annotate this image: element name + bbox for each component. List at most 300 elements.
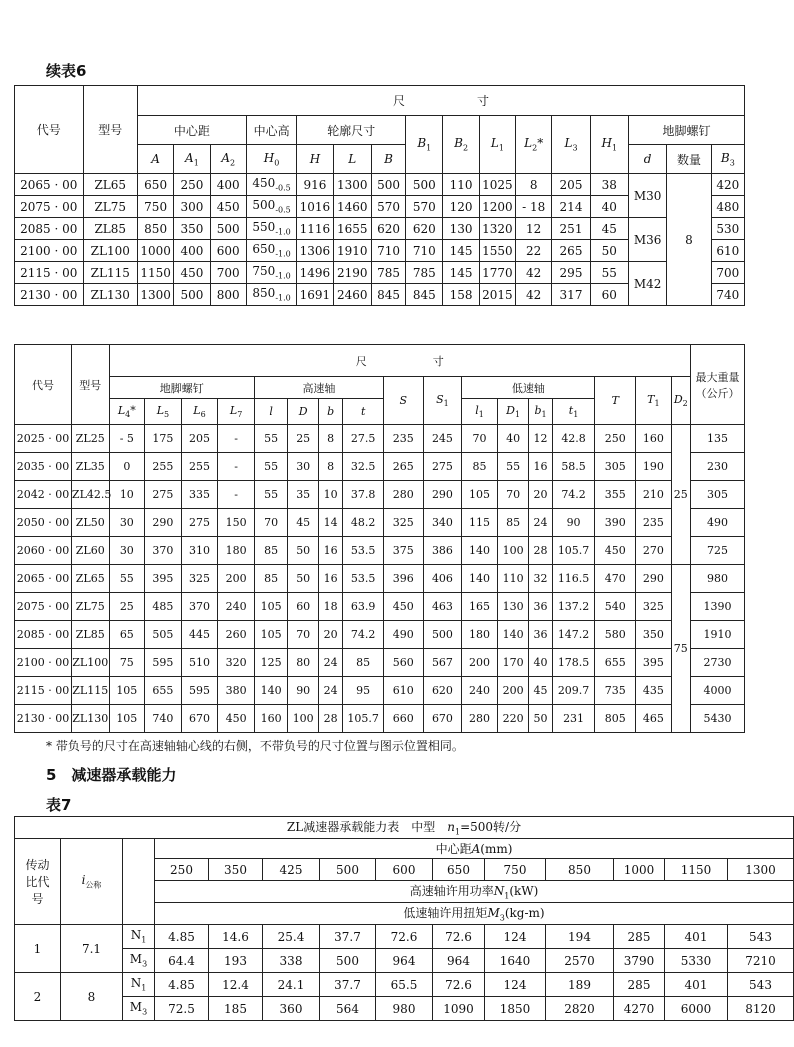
table-cell: 1910 [690, 621, 744, 649]
table-cell: 22 [516, 240, 552, 262]
bolt-d: M36 [628, 218, 666, 262]
table-cell: ZL115 [83, 262, 137, 284]
table-cell: 200 [218, 565, 255, 593]
header-b1: $b_1$ [529, 399, 552, 425]
table-cell: 2050 · 00 [15, 509, 72, 537]
table-cell: 5330 [665, 949, 728, 973]
d2-value: 25 [671, 425, 690, 565]
table-cell: 260 [218, 621, 255, 649]
table-cell: 350 [636, 621, 672, 649]
footnote: * 带负号的尺寸在高速轴轴心线的右侧，不带负号的尺寸位置与图示位置相同。 [46, 739, 464, 753]
table-cell: $450_{-0.5}$ [246, 174, 296, 196]
header-distance: 350 [209, 859, 263, 881]
table-cell: 850 [137, 218, 173, 240]
table-cell: 8 [516, 174, 552, 196]
table-cell: 785 [406, 262, 443, 284]
header-dimensions: 尺 寸 [137, 86, 744, 116]
table-row [15, 174, 745, 196]
table-cell: 360 [263, 997, 320, 1021]
table-cell: 1306 [297, 240, 333, 262]
table-row [15, 649, 745, 677]
table-cell: - [218, 425, 255, 453]
table-row [15, 453, 745, 481]
header-B3: $B_3$ [711, 145, 744, 174]
table-cell: 80 [288, 649, 319, 677]
table-cell: 750 [137, 196, 173, 218]
table-cell: 255 [181, 453, 218, 481]
table-cell: 450 [595, 537, 636, 565]
table-cell: 370 [181, 593, 218, 621]
table-cell: 124 [485, 925, 546, 949]
header-model: 型号 [71, 345, 109, 425]
header-D1: $D_1$ [497, 399, 529, 425]
header-distance: 750 [485, 859, 546, 881]
table-cell: 18 [318, 593, 342, 621]
table-cell: 175 [145, 425, 182, 453]
table-cell: 250 [174, 174, 210, 196]
header-B2: $B_2$ [443, 116, 479, 174]
table-cell: 50 [288, 565, 319, 593]
table-cell: 105 [109, 705, 145, 733]
table-cell: 145 [443, 262, 479, 284]
header-D2: $D_2$ [671, 377, 690, 425]
table-cell: 63.9 [343, 593, 384, 621]
header-S: S [383, 377, 423, 425]
header-t1: $t_1$ [552, 399, 595, 425]
table-cell: 95 [343, 677, 384, 705]
table-cell: 916 [297, 174, 333, 196]
table-cell: 16 [318, 565, 342, 593]
table-cell: 265 [552, 240, 590, 262]
table-cell: 620 [406, 218, 443, 240]
table-cell: 40 [529, 649, 552, 677]
header-A2: $A_2$ [210, 145, 246, 174]
table-cell: 325 [383, 509, 423, 537]
table-cell: 350 [174, 218, 210, 240]
table-cell: 325 [636, 593, 672, 621]
table-cell: 2100 · 00 [15, 649, 72, 677]
table-cell: 740 [145, 705, 182, 733]
table-cell: 245 [423, 425, 462, 453]
table-cell: 42.8 [552, 425, 595, 453]
table-cell: 36 [529, 593, 552, 621]
table-row [15, 481, 745, 509]
table-cell: 140 [254, 677, 288, 705]
table-cell: 445 [181, 621, 218, 649]
table-cell: 58.5 [552, 453, 595, 481]
table-cell: 27.5 [343, 425, 384, 453]
table-cell: 8 [318, 425, 342, 453]
table-row [15, 377, 745, 399]
table-cell: 785 [371, 262, 405, 284]
table-cell: 180 [462, 621, 498, 649]
table-cell: 100 [288, 705, 319, 733]
header-distance: 600 [376, 859, 433, 881]
table-cell: 42 [516, 284, 552, 306]
table-cell: 250 [595, 425, 636, 453]
table-cell: 74.2 [343, 621, 384, 649]
header-blank [123, 839, 155, 925]
table-cell: 53.5 [343, 537, 384, 565]
table-cell: 42 [516, 262, 552, 284]
table-cell: 610 [383, 677, 423, 705]
header-L: L [333, 145, 371, 174]
table-cell: 655 [595, 649, 636, 677]
table-cell: 105.7 [343, 705, 384, 733]
header-B1: $B_1$ [406, 116, 443, 174]
header-distance: 650 [433, 859, 485, 881]
table-cell: 500 [423, 621, 462, 649]
table-cell: 160 [254, 705, 288, 733]
table-cell: 37.7 [320, 925, 376, 949]
table-cell: 270 [636, 537, 672, 565]
header-center-distance: 中心距A(mm) [155, 839, 794, 859]
table-cell: 72.6 [433, 973, 485, 997]
table-cell: 85 [254, 537, 288, 565]
d2-value: 75 [671, 565, 690, 733]
table-cell: 338 [263, 949, 320, 973]
header-anchor-bolt: 地脚螺钉 [109, 377, 254, 399]
table-cell: 400 [174, 240, 210, 262]
table-cell: 105.7 [552, 537, 595, 565]
table-cell: 2190 [333, 262, 371, 284]
table-cell: ZL50 [71, 509, 109, 537]
table-cell: 735 [595, 677, 636, 705]
table-row [15, 949, 794, 973]
table6 [14, 85, 745, 306]
table-cell: 2015 [479, 284, 515, 306]
table-cell: 4.85 [155, 925, 209, 949]
table-cell: 160 [636, 425, 672, 453]
table-cell: 36 [529, 621, 552, 649]
header-H: H [297, 145, 333, 174]
table7 [14, 816, 794, 1021]
table-cell: 485 [145, 593, 182, 621]
table-cell: 10 [109, 481, 145, 509]
table-cell: 210 [636, 481, 672, 509]
ratio-code: 1 [15, 925, 61, 973]
table-cell: 5430 [690, 705, 744, 733]
table-cell: 45 [288, 509, 319, 537]
table-cell: 980 [376, 997, 433, 1021]
table-cell: 1090 [433, 997, 485, 1021]
table-cell: 725 [690, 537, 744, 565]
table-cell: ZL75 [83, 196, 137, 218]
table-cell: 72.5 [155, 997, 209, 1021]
table-row [15, 677, 745, 705]
table-cell: 55 [254, 481, 288, 509]
table-cell: 450 [218, 705, 255, 733]
table-cell: 295 [552, 262, 590, 284]
table-cell: 450 [174, 262, 210, 284]
table-cell: 130 [497, 593, 529, 621]
table-cell: 180 [218, 537, 255, 565]
table-cell: 140 [497, 621, 529, 649]
header-max-weight: 最大重量 （公斤） [690, 345, 744, 425]
header-high-speed-shaft: 高速轴 [254, 377, 383, 399]
table-cell: 40 [497, 425, 529, 453]
table-row [15, 509, 745, 537]
header-T1: $T_1$ [636, 377, 672, 425]
table-cell: 805 [595, 705, 636, 733]
table-cell: 35 [288, 481, 319, 509]
table-cell: 2035 · 00 [15, 453, 72, 481]
label-N1: $N_1$ [123, 973, 155, 997]
table-cell: 340 [423, 509, 462, 537]
table-cell: 2075 · 00 [15, 593, 72, 621]
header-H0: $H_0$ [246, 145, 296, 174]
table-cell: 2100 · 00 [15, 240, 84, 262]
table-cell: 401 [665, 973, 728, 997]
table-cell: 189 [546, 973, 614, 997]
table-cell: ZL85 [83, 218, 137, 240]
table-cell: 2042 · 00 [15, 481, 72, 509]
header-L1: $L_1$ [479, 116, 515, 174]
table-cell: 50 [590, 240, 628, 262]
table-cell: 1640 [485, 949, 546, 973]
header-anchor-bolt: 地脚螺钉 [628, 116, 744, 145]
table-cell: 70 [497, 481, 529, 509]
table-cell: 560 [383, 649, 423, 677]
table-cell: ZL42.5 [71, 481, 109, 509]
table-cell: 24 [529, 509, 552, 537]
table-cell: ZL130 [71, 705, 109, 733]
table-cell: 8 [318, 453, 342, 481]
table-cell: 140 [462, 537, 498, 565]
table-cell: 1550 [479, 240, 515, 262]
table-row [15, 86, 745, 116]
header-L3: $L_3$ [552, 116, 590, 174]
table6-continued [14, 344, 745, 733]
table-cell: 3790 [614, 949, 665, 973]
table-cell: 32.5 [343, 453, 384, 481]
table-cell: 1000 [137, 240, 173, 262]
header-ratio-code: 传动 比代 号 [15, 839, 61, 925]
table-row [15, 425, 745, 453]
table-cell: 1320 [479, 218, 515, 240]
table-cell: 740 [711, 284, 744, 306]
table-row [15, 345, 745, 377]
table-cell: 1460 [333, 196, 371, 218]
table-row [15, 262, 745, 284]
table-cell: 1016 [297, 196, 333, 218]
header-l: l [254, 399, 288, 425]
table-cell: 48.2 [343, 509, 384, 537]
table-cell: 235 [383, 425, 423, 453]
table-cell: 543 [728, 925, 794, 949]
header-center-height: 中心高 [246, 116, 296, 145]
header-B: B [371, 145, 405, 174]
table-cell: ZL65 [83, 174, 137, 196]
table-cell: 310 [181, 537, 218, 565]
table-cell: $850_{-1.0}$ [246, 284, 296, 306]
header-b: b [318, 399, 342, 425]
table-cell: 2460 [333, 284, 371, 306]
table-cell: 700 [210, 262, 246, 284]
table-cell: 85 [254, 565, 288, 593]
table-cell: 380 [218, 677, 255, 705]
table-cell: 290 [145, 509, 182, 537]
header-distance: 1300 [728, 859, 794, 881]
table-cell: 1300 [137, 284, 173, 306]
table-cell: 12 [516, 218, 552, 240]
table-cell: 700 [711, 262, 744, 284]
table-cell: 290 [636, 565, 672, 593]
table-cell: 510 [181, 649, 218, 677]
table-cell: 1200 [479, 196, 515, 218]
table-cell: 396 [383, 565, 423, 593]
table-cell: 2820 [546, 997, 614, 1021]
table-cell: 620 [423, 677, 462, 705]
table-cell: 53.5 [343, 565, 384, 593]
table-cell: 30 [109, 509, 145, 537]
table-cell: 7210 [728, 949, 794, 973]
table-cell: 8120 [728, 997, 794, 1021]
table-cell: 65 [109, 621, 145, 649]
table-cell: 72.6 [433, 925, 485, 949]
ratio-code: 2 [15, 973, 61, 1021]
table-cell: 2115 · 00 [15, 677, 72, 705]
table-cell: 390 [595, 509, 636, 537]
header-power: 高速轴许用功率$N_1(kW)$ [155, 881, 794, 903]
table-cell: 2570 [546, 949, 614, 973]
table-cell: 400 [210, 174, 246, 196]
table-cell: 20 [318, 621, 342, 649]
table-cell: 660 [383, 705, 423, 733]
header-distance: 1150 [665, 859, 728, 881]
table-cell: 317 [552, 284, 590, 306]
label-M3: $M_3$ [123, 997, 155, 1021]
table-cell: 37.8 [343, 481, 384, 509]
table-cell: 25 [288, 425, 319, 453]
table-cell: ZL35 [71, 453, 109, 481]
table-cell: 463 [423, 593, 462, 621]
table-cell: 800 [210, 284, 246, 306]
header-T: T [595, 377, 636, 425]
table-cell: $550_{-1.0}$ [246, 218, 296, 240]
table-cell: 500 [371, 174, 405, 196]
table-cell: 60 [288, 593, 319, 621]
table-cell: 420 [711, 174, 744, 196]
table-cell: $500_{-0.5}$ [246, 196, 296, 218]
table-cell: $750_{-1.0}$ [246, 262, 296, 284]
table-row [15, 537, 745, 565]
table-cell: 1655 [333, 218, 371, 240]
table-cell: ZL75 [71, 593, 109, 621]
table-row [15, 565, 745, 593]
nominal-ratio: 8 [61, 973, 123, 1021]
table-cell: 580 [595, 621, 636, 649]
table-cell: 305 [595, 453, 636, 481]
table-cell: 600 [210, 240, 246, 262]
table-cell: 435 [636, 677, 672, 705]
table-cell: 1850 [485, 997, 546, 1021]
table-cell: 14.6 [209, 925, 263, 949]
header-L4*: $L_4*$ [109, 399, 145, 425]
table-cell: 200 [497, 677, 529, 705]
table-cell: 55 [497, 453, 529, 481]
table-cell: 4270 [614, 997, 665, 1021]
table-cell: 214 [552, 196, 590, 218]
bolt-d: M30 [628, 174, 666, 218]
table-cell: 650 [137, 174, 173, 196]
table-cell: 140 [462, 565, 498, 593]
table-cell: 185 [209, 997, 263, 1021]
header-torque: 低速轴许用扭矩$M_3(kg-m)$ [155, 903, 794, 925]
table-cell: 25.4 [263, 925, 320, 949]
header-model: 型号 [83, 86, 137, 174]
table-cell: 64.4 [155, 949, 209, 973]
table-cell: 16 [318, 537, 342, 565]
header-distance: 250 [155, 859, 209, 881]
table-cell: 120 [443, 196, 479, 218]
table-cell: 38 [590, 174, 628, 196]
table-cell: 845 [406, 284, 443, 306]
table-row [15, 218, 745, 240]
table-cell: 1910 [333, 240, 371, 262]
table-cell: 2065 · 00 [15, 174, 84, 196]
table-cell: 30 [109, 537, 145, 565]
table-cell: 158 [443, 284, 479, 306]
table-cell: 230 [690, 453, 744, 481]
table-cell: 386 [423, 537, 462, 565]
header-code: 代号 [15, 345, 72, 425]
table-cell: 235 [636, 509, 672, 537]
table-cell: 335 [181, 481, 218, 509]
table7-heading: 表7 [46, 796, 72, 814]
table-cell: 200 [462, 649, 498, 677]
table-cell: 265 [383, 453, 423, 481]
table-cell: 567 [423, 649, 462, 677]
header-center-distance: 中心距 [137, 116, 246, 145]
table-cell: 300 [174, 196, 210, 218]
table-cell: 2075 · 00 [15, 196, 84, 218]
header-L6: $L_6$ [181, 399, 218, 425]
table-cell: 70 [288, 621, 319, 649]
header-S1: $S_1$ [423, 377, 462, 425]
table-cell: 530 [711, 218, 744, 240]
table-cell: 1300 [333, 174, 371, 196]
header-nominal-ratio: $i_{公称}$ [61, 839, 123, 925]
header-qty: 数量 [667, 145, 711, 174]
table-cell: 85 [462, 453, 498, 481]
table-cell: 620 [371, 218, 405, 240]
table-cell: 480 [711, 196, 744, 218]
table-cell: 1770 [479, 262, 515, 284]
header-L7: $L_7$ [218, 399, 255, 425]
table-cell: 45 [529, 677, 552, 705]
table-cell: 60 [590, 284, 628, 306]
table-cell: 1116 [297, 218, 333, 240]
table-cell: ZL130 [83, 284, 137, 306]
table-cell: 14 [318, 509, 342, 537]
table-cell: 70 [254, 509, 288, 537]
table-cell: 450 [383, 593, 423, 621]
table-cell: 12 [529, 425, 552, 453]
table-cell: 450 [210, 196, 246, 218]
header-L2*: $L_2*$ [516, 116, 552, 174]
header-H1: $H_1$ [590, 116, 628, 174]
table-cell: 16 [529, 453, 552, 481]
table-cell: 110 [443, 174, 479, 196]
table-cell: 2730 [690, 649, 744, 677]
header-distance: 1000 [614, 859, 665, 881]
table-cell: ZL115 [71, 677, 109, 705]
table-cell: 12.4 [209, 973, 263, 997]
table-cell: 655 [145, 677, 182, 705]
table-cell: 290 [423, 481, 462, 509]
table-cell: 2115 · 00 [15, 262, 84, 284]
